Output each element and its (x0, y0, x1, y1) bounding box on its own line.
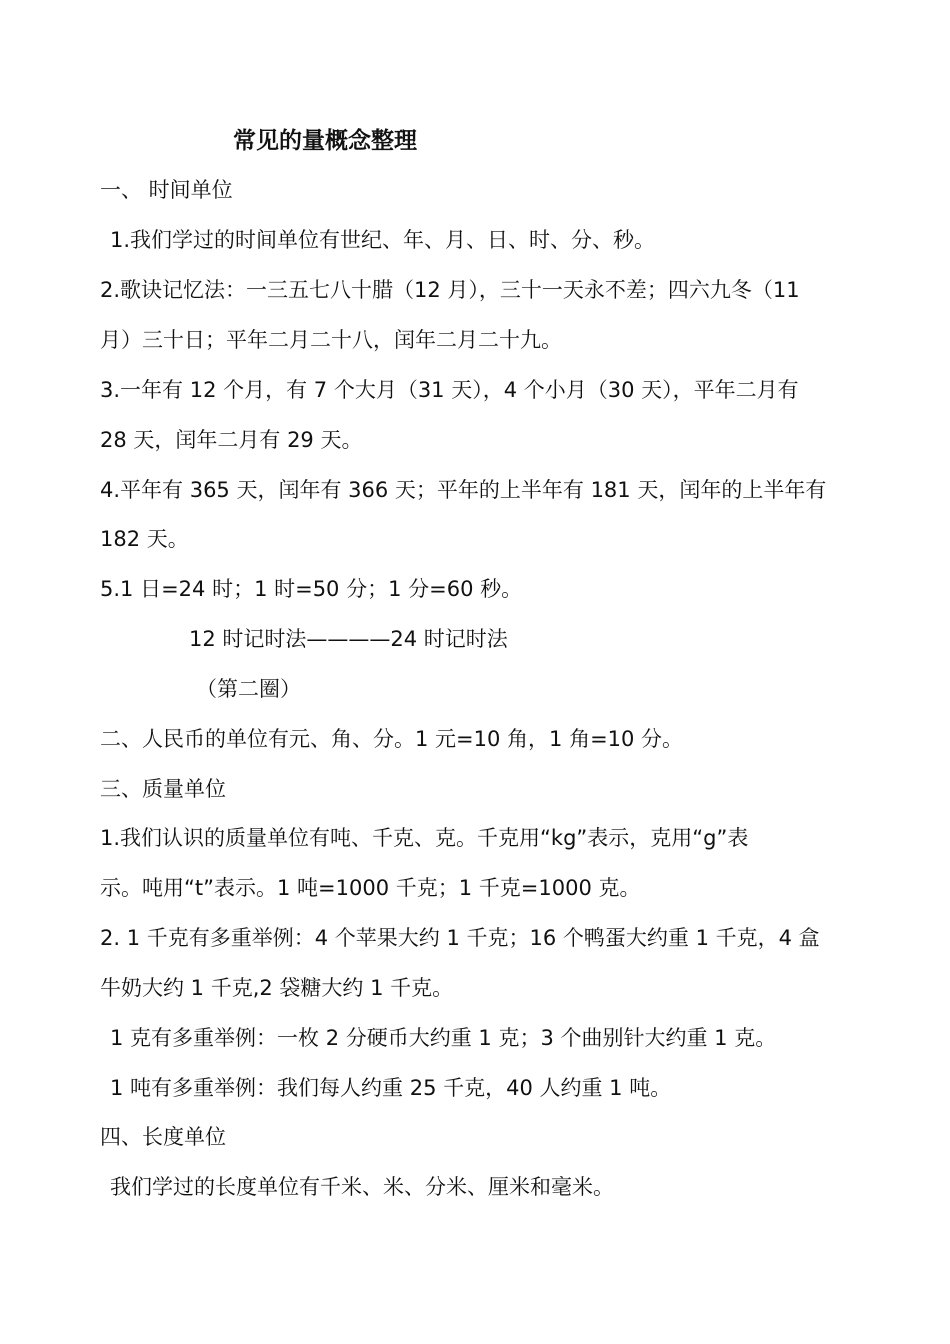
section-heading-mass: 三、质量单位 (100, 777, 226, 801)
time-paragraph-5: 5.1 日=24 时；1 时=50 分；1 分=60 秒。 (100, 577, 523, 601)
length-paragraph-1: 我们学过的长度单位有千米、米、分米、厘米和毫米。 (110, 1175, 614, 1199)
time-paragraph-3-line-2: 28 天，闰年二月有 29 天。 (100, 428, 363, 452)
clock-notation-line: 12 时记时法————24 时记时法 (189, 627, 508, 651)
mass-paragraph-2-line-2: 牛奶大约 1 千克,2 袋糖大约 1 千克。 (100, 976, 454, 1000)
mass-paragraph-1-line-2: 示。吨用“t”表示。1 吨=1000 千克；1 千克=1000 克。 (100, 876, 641, 900)
time-paragraph-3-line-1: 3.一年有 12 个月，有 7 个大月（31 天），4 个小月（30 天），平年二月有 (100, 378, 799, 402)
time-paragraph-4-line-2: 182 天。 (100, 527, 189, 551)
circle-note: （第二圈） (196, 677, 301, 701)
section-heading-time: 一、 时间单位 (100, 178, 233, 202)
page-title: 常见的量概念整理 (233, 128, 417, 154)
section-heading-length: 四、长度单位 (100, 1125, 226, 1149)
time-paragraph-2-line-1: 2.歌诀记忆法：一三五七八十腊（12 月），三十一天永不差；四六九冬（11 (100, 278, 800, 302)
time-paragraph-1: 1.我们学过的时间单位有世纪、年、月、日、时、分、秒。 (110, 228, 656, 252)
time-paragraph-2-line-2: 月）三十日；平年二月二十八，闰年二月二十九。 (100, 328, 562, 352)
section-heading-money: 二、人民币的单位有元、角、分。1 元=10 角，1 角=10 分。 (100, 727, 684, 751)
mass-paragraph-3: 1 克有多重举例：一枚 2 分硬币大约重 1 克；3 个曲别针大约重 1 克。 (110, 1026, 777, 1050)
mass-paragraph-2-line-1: 2. 1 千克有多重举例：4 个苹果大约 1 千克；16 个鸭蛋大约重 1 千克，4 盒 (100, 926, 820, 950)
mass-paragraph-4: 1 吨有多重举例：我们每人约重 25 千克，40 人约重 1 吨。 (110, 1076, 672, 1100)
mass-paragraph-1-line-1: 1.我们认识的质量单位有吨、千克、克。千克用“kg”表示，克用“g”表 (100, 826, 749, 850)
time-paragraph-4-line-1: 4.平年有 365 天，闰年有 366 天；平年的上半年有 181 天，闰年的上半年有 (100, 478, 827, 502)
